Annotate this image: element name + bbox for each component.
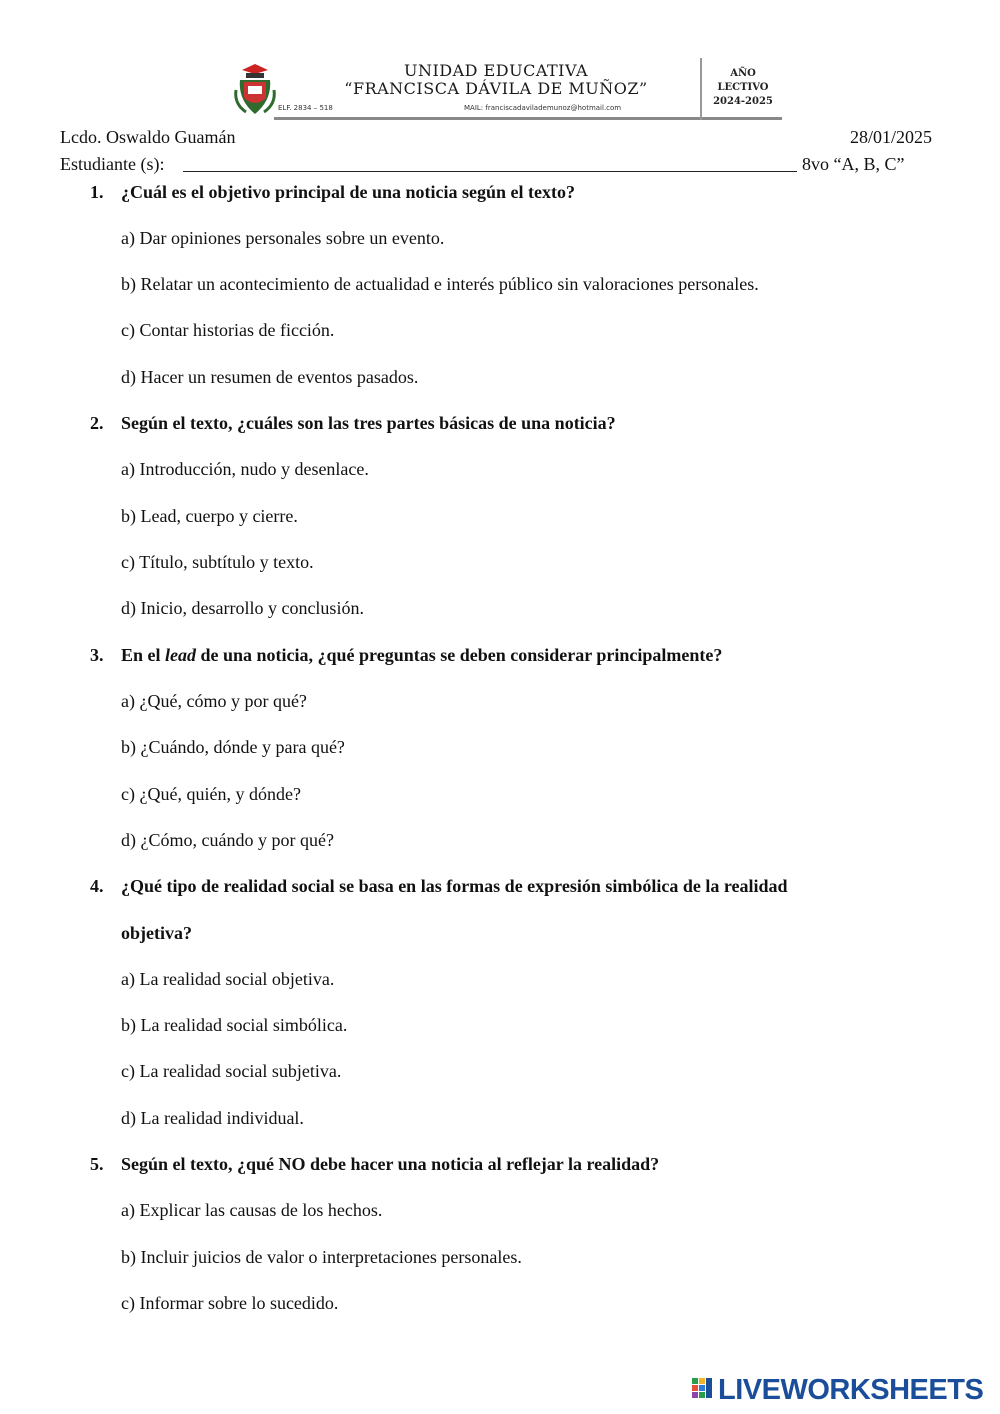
question-1: 1. ¿Cuál es el objetivo principal de una noticia según el texto? [90, 182, 575, 202]
question-2-option-c[interactable]: c) Título, subtítulo y texto. [121, 552, 314, 572]
liveworksheets-icon [692, 1378, 716, 1402]
header-divider [274, 117, 782, 120]
question-4: 4. ¿Qué tipo de realidad social se basa en las formas de expresión simbólica de la realidad [90, 876, 788, 896]
question-2-option-b[interactable]: b) Lead, cuerpo y cierre. [121, 506, 298, 526]
student-label: Estudiante (s): [60, 154, 165, 174]
question-1-option-c[interactable]: c) Contar historias de ficción. [121, 320, 335, 340]
question-2: 2. Según el texto, ¿cuáles son las tres partes básicas de una noticia? [90, 413, 616, 433]
question-3-text-after: de una noticia, ¿qué preguntas se deben considerar principalmente? [196, 645, 723, 665]
question-3-option-c[interactable]: c) ¿Qué, quién, y dónde? [121, 784, 301, 804]
question-5-option-b[interactable]: b) Incluir juicios de valor o interpretaciones personales. [121, 1247, 522, 1267]
school-name-line1: UNIDAD EDUCATIVA [403, 61, 589, 80]
question-3-text-before: En el [121, 645, 166, 665]
header-vertical-divider [700, 58, 702, 120]
question-3: 3. En el lead de una noticia, ¿qué preguntas se deben considerar principalmente? [90, 645, 723, 665]
question-4-option-c[interactable]: c) La realidad social subjetiva. [121, 1061, 342, 1081]
question-1-option-a[interactable]: a) Dar opiniones personales sobre un evento. [121, 228, 445, 248]
question-2-option-a[interactable]: a) Introducción, nudo y desenlace. [121, 459, 369, 479]
year-line1: AÑO [730, 68, 756, 79]
teacher-name: Lcdo. Oswaldo Guamán [60, 127, 236, 147]
question-5-option-c[interactable]: c) Informar sobre lo sucedido. [121, 1293, 339, 1313]
question-4-option-a[interactable]: a) La realidad social objetiva. [121, 969, 335, 989]
student-name-field[interactable] [183, 171, 797, 172]
question-5-option-a[interactable]: a) Explicar las causas de los hechos. [121, 1200, 383, 1220]
exam-date: 28/01/2025 [849, 127, 932, 147]
school-mail: MAIL: franciscadavilademunoz@hotmail.com [464, 104, 622, 112]
question-1-text: ¿Cuál es el objetivo principal de una noticia según el texto? [121, 182, 575, 202]
school-crest-icon [232, 60, 278, 116]
year-line2: LECTIVO [717, 82, 769, 93]
school-name-line2: “FRANCISCA DÁVILA DE MUÑOZ” [344, 79, 648, 98]
course-label: 8vo “A, B, C” [802, 154, 905, 174]
question-5-text: Según el texto, ¿qué NO debe hacer una noticia al reflejar la realidad? [121, 1154, 660, 1174]
school-header [228, 58, 784, 122]
school-phone: ELF. 2834 – 518 [278, 104, 333, 112]
school-year-box [704, 67, 782, 109]
question-4-option-b[interactable]: b) La realidad social simbólica. [121, 1015, 348, 1035]
question-5: 5. Según el texto, ¿qué NO debe hacer una noticia al reflejar la realidad? [90, 1154, 660, 1174]
question-2-option-d[interactable]: d) Inicio, desarrollo y conclusión. [121, 598, 364, 618]
question-1-option-b[interactable]: b) Relatar un acontecimiento de actualidad e interés público sin valoraciones personales. [121, 274, 759, 294]
question-2-text: Según el texto, ¿cuáles son las tres partes básicas de una noticia? [121, 413, 616, 433]
question-4-text-line2: objetiva? [121, 923, 192, 943]
question-4-text-line1: ¿Qué tipo de realidad social se basa en las formas de expresión simbólica de la realidad [121, 876, 788, 896]
question-1-option-d[interactable]: d) Hacer un resumen de eventos pasados. [121, 367, 419, 387]
year-line3: 2024-2025 [713, 96, 773, 107]
question-3-option-d[interactable]: d) ¿Cómo, cuándo y por qué? [121, 830, 334, 850]
question-4-option-d[interactable]: d) La realidad individual. [121, 1108, 304, 1128]
question-3-option-b[interactable]: b) ¿Cuándo, dónde y para qué? [121, 737, 345, 757]
liveworksheets-wordmark: LIVEWORKSHEETS [718, 1374, 984, 1406]
question-3-option-a[interactable]: a) ¿Qué, cómo y por qué? [121, 691, 307, 711]
question-3-text-italic: lead [165, 645, 197, 665]
